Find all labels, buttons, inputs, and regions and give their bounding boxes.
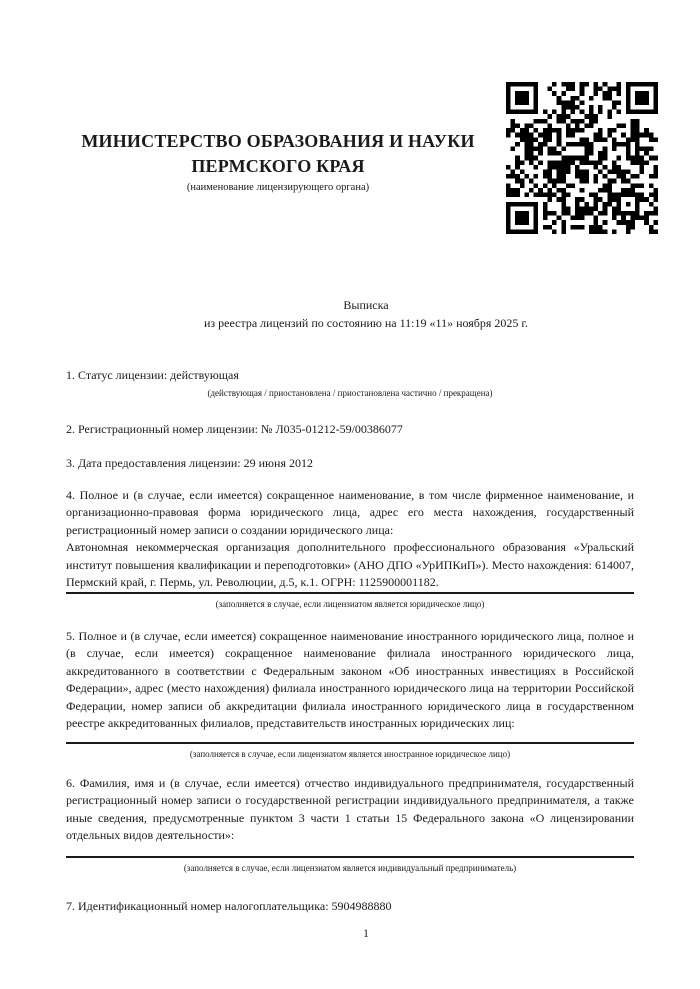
field-legal-entity-value: Автономная некоммерческая организация дополнительного профессионального образования «Уральский институт повышения квалификации и переподготовки» (АНО ДПО «УрИПКиП»). Место нахождения: 614007, Пермский край, г. Пермь, ул. Революции, д.5, к.1. ОГРН: 1125900001182. xyxy=(66,540,634,589)
licensing-authority-caption: (наименование лицензирующего органа) xyxy=(186,182,370,193)
ministry-name-line1: МИНИСТЕРСТВО ОБРАЗОВАНИЯ И НАУКИ xyxy=(81,131,475,151)
fill-line-legal-entity xyxy=(66,592,634,594)
ministry-name-line2: ПЕРМСКОГО КРАЯ xyxy=(191,156,365,176)
field-license-status: 1. Статус лицензии: действующая xyxy=(66,368,239,382)
fill-line-foreign-entity xyxy=(66,742,634,744)
field-foreign-entity-hint: (заполняется в случае, если лицензиатом является иностранное юридическое лицо) xyxy=(189,748,511,759)
page-number: 1 xyxy=(363,926,369,940)
field-taxpayer-id: 7. Идентификационный номер налогоплательщика: 5904988880 xyxy=(66,898,392,913)
title-line1: Выписка xyxy=(343,298,389,312)
qr-code-icon xyxy=(506,82,658,234)
field-legal-entity-question: 4. Полное и (в случае, если имеется) сокращенное наименование, в том числе фирменное наименование, и организационно-правовая форма юридического лица, адрес его места нахождения, государственный регистрационный номер записи о создании юридического лица: xyxy=(66,487,634,537)
field-license-date: 3. Дата предоставления лицензии: 29 июня 2012 xyxy=(66,456,313,470)
title-line2: из реестра лицензий по состоянию на 11:19 «11» ноября 2025 г. xyxy=(204,315,528,330)
field-registration-number: 2. Регистрационный номер лицензии: № Л035-01212-59/00386077 xyxy=(66,421,403,436)
field-legal-entity-hint: (заполняется в случае, если лицензиатом является юридическое лицо) xyxy=(215,598,485,609)
field-foreign-entity-question: 5. Полное и (в случае, если имеется) сокращенное наименование иностранного юридического лица, полное и (в случае, если имеется) сокращенное наименование филиала иностранного юридического лица, аккредитованного в соответствии с Федеральным законом «Об иностранных инвестициях в Российской Федерации», адрес (место нахождения) филиала иностранного юридического лица на территории Российской Федерации, номер записи об аккредитации филиала иностранного юридического лица в государственном реестре аккредитованных филиалов, представительств иностранных юридических лиц: xyxy=(66,628,634,730)
ministry-header xyxy=(28,129,528,194)
document-title xyxy=(66,297,666,332)
field-license-status-hint: (действующая / приостановлена / приостановлена частично / прекращена) xyxy=(207,387,493,398)
document-body xyxy=(66,367,634,915)
fill-line-entrepreneur xyxy=(66,856,634,858)
field-entrepreneur-hint: (заполняется в случае, если лицензиатом является индивидуальный предприниматель) xyxy=(183,862,517,873)
field-entrepreneur-question: 6. Фамилия, имя и (в случае, если имеется) отчество индивидуального предпринимателя, государственный регистрационный номер записи о государственной регистрации индивидуального предпринимателя, а также иные сведения, предусмотренные пунктом 3 части 1 статьи 15 Федерального закона «О лицензировании отдельных видов деятельности»: xyxy=(66,775,634,842)
